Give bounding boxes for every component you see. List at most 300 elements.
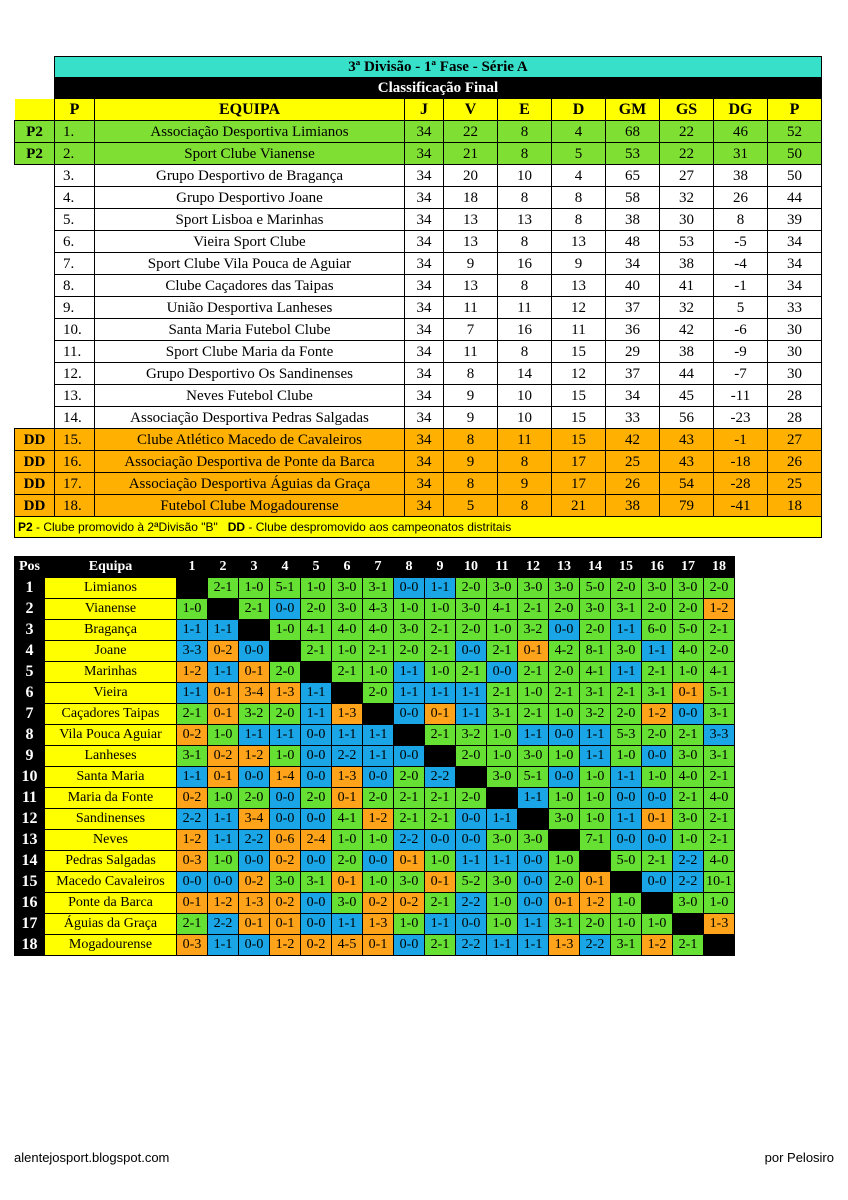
result-cell: 1-0 — [425, 662, 456, 683]
standings-cell-d: 5 — [552, 143, 606, 165]
standings-cell-v: 13 — [444, 275, 498, 297]
result-cell: 0-2 — [270, 851, 301, 872]
standings-cell-gm: 48 — [606, 231, 660, 253]
standings-cell-pos: 5. — [55, 209, 95, 231]
result-cell: 1-0 — [611, 893, 642, 914]
diagonal-cell — [642, 893, 673, 914]
diagonal-cell — [301, 662, 332, 683]
standings-cell-gs: 53 — [660, 231, 714, 253]
standings-cell-dg: -41 — [714, 495, 768, 517]
standings-cell-d: 8 — [552, 187, 606, 209]
result-cell: 1-0 — [580, 767, 611, 788]
diagonal-cell — [425, 746, 456, 767]
result-cell: 2-0 — [611, 704, 642, 725]
standings-cell-dg: 46 — [714, 121, 768, 143]
table-subtitle: Classificação Final — [55, 78, 822, 99]
matrix-row — [15, 704, 735, 725]
matrix-team-name: Limianos — [45, 578, 177, 599]
standings-cell-j: 34 — [405, 209, 444, 231]
result-cell: 0-1 — [518, 641, 549, 662]
result-cell: 4-5 — [332, 935, 363, 956]
standings-cell-gs: 30 — [660, 209, 714, 231]
result-cell: 1-0 — [270, 746, 301, 767]
standings-cell-dg: 38 — [714, 165, 768, 187]
standings-cell-gm: 38 — [606, 209, 660, 231]
standings-cell-gm: 38 — [606, 495, 660, 517]
result-cell: 0-0 — [208, 872, 239, 893]
standings-cell-d: 13 — [552, 231, 606, 253]
result-cell: 0-0 — [518, 893, 549, 914]
result-cell: 0-1 — [363, 935, 394, 956]
standings-cell-team: Associação Desportiva de Ponte da Barca — [95, 451, 405, 473]
standings-row — [15, 429, 822, 451]
standings-row — [15, 319, 822, 341]
result-cell: 0-0 — [394, 578, 425, 599]
standings-cell-j: 34 — [405, 253, 444, 275]
standings-cell-e: 8 — [498, 121, 552, 143]
standings-cell-gm: 33 — [606, 407, 660, 429]
result-cell: 2-1 — [704, 767, 735, 788]
result-cell: 0-2 — [177, 725, 208, 746]
result-cell: 0-1 — [549, 893, 580, 914]
result-cell: 2-0 — [580, 620, 611, 641]
standings-row — [15, 231, 822, 253]
result-cell: 2-0 — [456, 578, 487, 599]
standings-cell-d: 15 — [552, 385, 606, 407]
standings-cell-j: 34 — [405, 495, 444, 517]
standings-cell-dg: -23 — [714, 407, 768, 429]
result-cell: 2-2 — [673, 872, 704, 893]
result-cell: 3-0 — [332, 578, 363, 599]
result-cell: 3-0 — [518, 578, 549, 599]
result-cell: 2-1 — [177, 914, 208, 935]
result-cell: 0-0 — [425, 830, 456, 851]
result-cell: 1-1 — [425, 683, 456, 704]
matrix-col-header: 2 — [208, 557, 239, 578]
result-cell: 2-2 — [332, 746, 363, 767]
result-cell: 1-0 — [177, 599, 208, 620]
standings-cell-e: 8 — [498, 451, 552, 473]
result-cell: 2-0 — [301, 788, 332, 809]
result-cell: 6-0 — [642, 620, 673, 641]
result-cell: 4-2 — [549, 641, 580, 662]
matrix-row — [15, 935, 735, 956]
standings-cell-j: 34 — [405, 341, 444, 363]
matrix-row — [15, 641, 735, 662]
result-cell: 4-1 — [487, 599, 518, 620]
result-cell: 1-0 — [332, 641, 363, 662]
result-cell: 4-0 — [673, 767, 704, 788]
col-header-gs: GS — [660, 99, 714, 121]
result-cell: 3-1 — [549, 914, 580, 935]
matrix-pos-header: Pos — [15, 557, 45, 578]
standings-cell-team: Clube Atlético Macedo de Cavaleiros — [95, 429, 405, 451]
result-cell: 1-3 — [549, 935, 580, 956]
status-tag: DD — [15, 451, 55, 473]
result-cell: 1-1 — [208, 620, 239, 641]
matrix-row — [15, 767, 735, 788]
matrix-team-name: Sandinenses — [45, 809, 177, 830]
standings-cell-pos: 7. — [55, 253, 95, 275]
result-cell: 2-0 — [704, 578, 735, 599]
result-cell: 1-2 — [580, 893, 611, 914]
result-cell: 3-0 — [673, 809, 704, 830]
blank-cell — [15, 99, 55, 121]
result-cell: 1-0 — [642, 914, 673, 935]
matrix-row-number: 17 — [15, 914, 45, 935]
result-cell: 1-1 — [518, 914, 549, 935]
diagonal-cell — [394, 725, 425, 746]
diagonal-cell — [270, 641, 301, 662]
matrix-team-name: Joane — [45, 641, 177, 662]
result-cell: 3-2 — [518, 620, 549, 641]
standings-cell-e: 16 — [498, 319, 552, 341]
status-tag: P2 — [15, 143, 55, 165]
matrix-team-name: Pedras Salgadas — [45, 851, 177, 872]
matrix-col-header: 10 — [456, 557, 487, 578]
result-cell: 1-2 — [642, 704, 673, 725]
result-cell: 2-0 — [394, 767, 425, 788]
result-cell: 2-1 — [518, 662, 549, 683]
matrix-col-header: 4 — [270, 557, 301, 578]
diagonal-cell — [456, 767, 487, 788]
result-cell: 0-0 — [642, 746, 673, 767]
matrix-row-number: 5 — [15, 662, 45, 683]
result-cell: 1-1 — [487, 851, 518, 872]
standings-cell-dg: 5 — [714, 297, 768, 319]
result-cell: 2-1 — [394, 809, 425, 830]
standings-cell-dg: -4 — [714, 253, 768, 275]
result-cell: 2-1 — [673, 725, 704, 746]
standings-cell-e: 10 — [498, 385, 552, 407]
col-header-dg: DG — [714, 99, 768, 121]
standings-cell-gs: 44 — [660, 363, 714, 385]
matrix-team-name: Lanheses — [45, 746, 177, 767]
status-tag: DD — [15, 495, 55, 517]
result-cell: 3-0 — [487, 872, 518, 893]
matrix-row-number: 15 — [15, 872, 45, 893]
standings-cell-v: 8 — [444, 429, 498, 451]
result-cell: 3-1 — [642, 683, 673, 704]
standings-row — [15, 275, 822, 297]
matrix-team-name: Santa Maria — [45, 767, 177, 788]
diagonal-cell — [332, 683, 363, 704]
result-cell: 0-0 — [301, 809, 332, 830]
standings-cell-team: Sport Clube Vianense — [95, 143, 405, 165]
result-cell: 3-2 — [239, 704, 270, 725]
result-cell: 5-1 — [704, 683, 735, 704]
standings-cell-p: 30 — [768, 341, 822, 363]
blank-cell — [15, 407, 55, 429]
result-cell: 2-1 — [363, 641, 394, 662]
result-cell: 0-0 — [301, 893, 332, 914]
standings-cell-pos: 1. — [55, 121, 95, 143]
standings-cell-gm: 68 — [606, 121, 660, 143]
result-cell: 2-1 — [208, 578, 239, 599]
result-cell: 4-0 — [704, 788, 735, 809]
standings-cell-gs: 41 — [660, 275, 714, 297]
result-cell: 5-1 — [518, 767, 549, 788]
result-cell: 1-3 — [363, 914, 394, 935]
result-cell: 1-4 — [270, 767, 301, 788]
result-cell: 2-1 — [456, 662, 487, 683]
standings-cell-e: 8 — [498, 275, 552, 297]
result-cell: 5-0 — [611, 851, 642, 872]
diagonal-cell — [549, 830, 580, 851]
standings-cell-p: 30 — [768, 319, 822, 341]
standings-cell-v: 11 — [444, 341, 498, 363]
result-cell: 0-1 — [394, 851, 425, 872]
col-header-j: J — [405, 99, 444, 121]
result-cell: 4-1 — [301, 620, 332, 641]
standings-cell-d: 21 — [552, 495, 606, 517]
standings-cell-v: 9 — [444, 407, 498, 429]
matrix-row-number: 2 — [15, 599, 45, 620]
matrix-col-header: 14 — [580, 557, 611, 578]
standings-cell-d: 8 — [552, 209, 606, 231]
standings-cell-j: 34 — [405, 187, 444, 209]
matrix-row-number: 9 — [15, 746, 45, 767]
result-cell: 2-2 — [177, 809, 208, 830]
standings-row — [15, 297, 822, 319]
standings-cell-gm: 37 — [606, 363, 660, 385]
matrix-col-header: 12 — [518, 557, 549, 578]
standings-cell-p: 34 — [768, 231, 822, 253]
standings-cell-dg: -28 — [714, 473, 768, 495]
result-cell: 0-1 — [425, 704, 456, 725]
standings-row — [15, 385, 822, 407]
result-cell: 5-1 — [270, 578, 301, 599]
blank-cell — [15, 319, 55, 341]
result-cell: 3-1 — [611, 935, 642, 956]
result-cell: 2-0 — [301, 599, 332, 620]
result-cell: 5-0 — [673, 620, 704, 641]
diagonal-cell — [239, 620, 270, 641]
standings-cell-e: 16 — [498, 253, 552, 275]
standings-cell-p: 50 — [768, 143, 822, 165]
result-cell: 0-0 — [270, 809, 301, 830]
result-cell: 5-3 — [611, 725, 642, 746]
matrix-col-header: 8 — [394, 557, 425, 578]
result-cell: 2-2 — [394, 830, 425, 851]
col-header-gm: GM — [606, 99, 660, 121]
matrix-row-number: 6 — [15, 683, 45, 704]
result-cell: 0-0 — [456, 809, 487, 830]
matrix-col-header: 3 — [239, 557, 270, 578]
footer-author: por Pelosiro — [764, 1150, 834, 1165]
result-cell: 1-1 — [332, 914, 363, 935]
result-cell: 2-0 — [549, 662, 580, 683]
result-cell: 2-1 — [549, 683, 580, 704]
result-cell: 3-0 — [549, 578, 580, 599]
result-cell: 0-0 — [549, 725, 580, 746]
result-cell: 3-0 — [332, 599, 363, 620]
result-cell: 2-0 — [611, 578, 642, 599]
standings-cell-d: 11 — [552, 319, 606, 341]
result-cell: 1-1 — [642, 641, 673, 662]
result-cell: 2-2 — [673, 851, 704, 872]
result-cell: 0-1 — [208, 683, 239, 704]
result-cell: 1-1 — [332, 725, 363, 746]
result-cell: 2-2 — [580, 935, 611, 956]
result-cell: 0-1 — [177, 893, 208, 914]
blank-cell — [15, 253, 55, 275]
result-cell: 0-0 — [177, 872, 208, 893]
standings-cell-gm: 29 — [606, 341, 660, 363]
standings-cell-team: Vieira Sport Clube — [95, 231, 405, 253]
standings-cell-team: Sport Lisboa e Marinhas — [95, 209, 405, 231]
standings-cell-dg: -6 — [714, 319, 768, 341]
result-cell: 1-1 — [456, 683, 487, 704]
standings-cell-team: Sport Clube Vila Pouca de Aguiar — [95, 253, 405, 275]
result-cell: 1-0 — [208, 788, 239, 809]
result-cell: 2-1 — [425, 641, 456, 662]
result-cell: 1-0 — [611, 914, 642, 935]
result-cell: 4-1 — [332, 809, 363, 830]
result-cell: 0-0 — [549, 620, 580, 641]
table-title: 3ª Divisão - 1ª Fase - Série A — [55, 57, 822, 78]
result-cell: 1-0 — [549, 851, 580, 872]
result-cell: 1-1 — [363, 725, 394, 746]
matrix-row — [15, 620, 735, 641]
result-cell: 1-0 — [425, 599, 456, 620]
result-cell: 2-1 — [425, 788, 456, 809]
result-cell: 1-1 — [208, 809, 239, 830]
standings-cell-v: 9 — [444, 253, 498, 275]
standings-cell-e: 14 — [498, 363, 552, 385]
matrix-col-header: 16 — [642, 557, 673, 578]
blank-cell — [15, 57, 55, 78]
standings-cell-v: 8 — [444, 363, 498, 385]
matrix-col-header: 17 — [673, 557, 704, 578]
result-cell: 1-1 — [394, 662, 425, 683]
result-cell: 0-2 — [270, 893, 301, 914]
result-cell: 3-0 — [394, 620, 425, 641]
matrix-col-header: 5 — [301, 557, 332, 578]
standings-cell-j: 34 — [405, 385, 444, 407]
result-cell: 0-2 — [394, 893, 425, 914]
standings-cell-v: 7 — [444, 319, 498, 341]
diagonal-cell — [518, 809, 549, 830]
standings-cell-gs: 38 — [660, 341, 714, 363]
result-cell: 3-1 — [177, 746, 208, 767]
standings-cell-v: 13 — [444, 209, 498, 231]
result-cell: 3-1 — [363, 578, 394, 599]
standings-row — [15, 187, 822, 209]
standings-row — [15, 143, 822, 165]
blank-cell — [15, 297, 55, 319]
result-cell: 1-2 — [177, 830, 208, 851]
standings-row — [15, 341, 822, 363]
result-cell: 1-1 — [208, 662, 239, 683]
standings-cell-team: Santa Maria Futebol Clube — [95, 319, 405, 341]
result-cell: 0-0 — [456, 641, 487, 662]
col-header-pos: P — [55, 99, 95, 121]
standings-cell-gm: 37 — [606, 297, 660, 319]
standings-cell-d: 12 — [552, 297, 606, 319]
result-cell: 1-1 — [611, 809, 642, 830]
result-cell: 0-0 — [394, 935, 425, 956]
standings-cell-gm: 65 — [606, 165, 660, 187]
result-cell: 1-1 — [208, 935, 239, 956]
standings-cell-d: 15 — [552, 407, 606, 429]
matrix-row-number: 7 — [15, 704, 45, 725]
standings-cell-pos: 4. — [55, 187, 95, 209]
result-cell: 0-1 — [332, 872, 363, 893]
result-cell: 2-0 — [549, 872, 580, 893]
matrix-row — [15, 578, 735, 599]
result-cell: 3-1 — [487, 704, 518, 725]
standings-cell-d: 15 — [552, 341, 606, 363]
result-cell: 0-1 — [673, 683, 704, 704]
standings-cell-pos: 10. — [55, 319, 95, 341]
standings-cell-p: 39 — [768, 209, 822, 231]
standings-cell-pos: 8. — [55, 275, 95, 297]
blank-cell — [15, 209, 55, 231]
standings-cell-p: 26 — [768, 451, 822, 473]
standings-cell-dg: -11 — [714, 385, 768, 407]
standings-cell-gs: 22 — [660, 121, 714, 143]
standings-cell-gs: 38 — [660, 253, 714, 275]
result-cell: 0-1 — [208, 704, 239, 725]
result-cell: 4-1 — [580, 662, 611, 683]
result-cell: 0-2 — [177, 788, 208, 809]
footer-site: alentejosport.blogspot.com — [14, 1150, 170, 1165]
result-cell: 0-0 — [239, 641, 270, 662]
result-cell: 0-1 — [270, 914, 301, 935]
matrix-row — [15, 599, 735, 620]
result-cell: 1-0 — [332, 830, 363, 851]
standings-cell-e: 13 — [498, 209, 552, 231]
matrix-col-header: 6 — [332, 557, 363, 578]
matrix-col-header: 9 — [425, 557, 456, 578]
result-cell: 1-0 — [704, 893, 735, 914]
result-cell: 1-0 — [394, 599, 425, 620]
result-cell: 0-0 — [611, 830, 642, 851]
result-cell: 7-1 — [580, 830, 611, 851]
result-cell: 2-1 — [394, 788, 425, 809]
standings-cell-pos: 2. — [55, 143, 95, 165]
standings-cell-pos: 12. — [55, 363, 95, 385]
standings-cell-gs: 54 — [660, 473, 714, 495]
result-cell: 2-0 — [642, 599, 673, 620]
standings-cell-j: 34 — [405, 275, 444, 297]
legend-dd-code: DD — [227, 520, 246, 534]
matrix-team-name: Vieira — [45, 683, 177, 704]
result-cell: 3-1 — [301, 872, 332, 893]
result-cell: 2-0 — [580, 914, 611, 935]
result-cell: 2-1 — [301, 641, 332, 662]
matrix-team-name: Águias da Graça — [45, 914, 177, 935]
standings-cell-v: 8 — [444, 473, 498, 495]
standings-row — [15, 165, 822, 187]
result-cell: 4-3 — [363, 599, 394, 620]
result-cell: 2-1 — [487, 683, 518, 704]
standings-row — [15, 495, 822, 517]
result-cell: 1-1 — [425, 578, 456, 599]
result-cell: 2-2 — [425, 767, 456, 788]
result-cell: 3-0 — [456, 599, 487, 620]
matrix-row-number: 4 — [15, 641, 45, 662]
matrix-row — [15, 830, 735, 851]
result-cell: 3-0 — [487, 578, 518, 599]
blank-cell — [15, 275, 55, 297]
standings-cell-dg: -5 — [714, 231, 768, 253]
standings-cell-gm: 36 — [606, 319, 660, 341]
matrix-col-header: 15 — [611, 557, 642, 578]
legend — [15, 517, 822, 538]
matrix-row — [15, 662, 735, 683]
